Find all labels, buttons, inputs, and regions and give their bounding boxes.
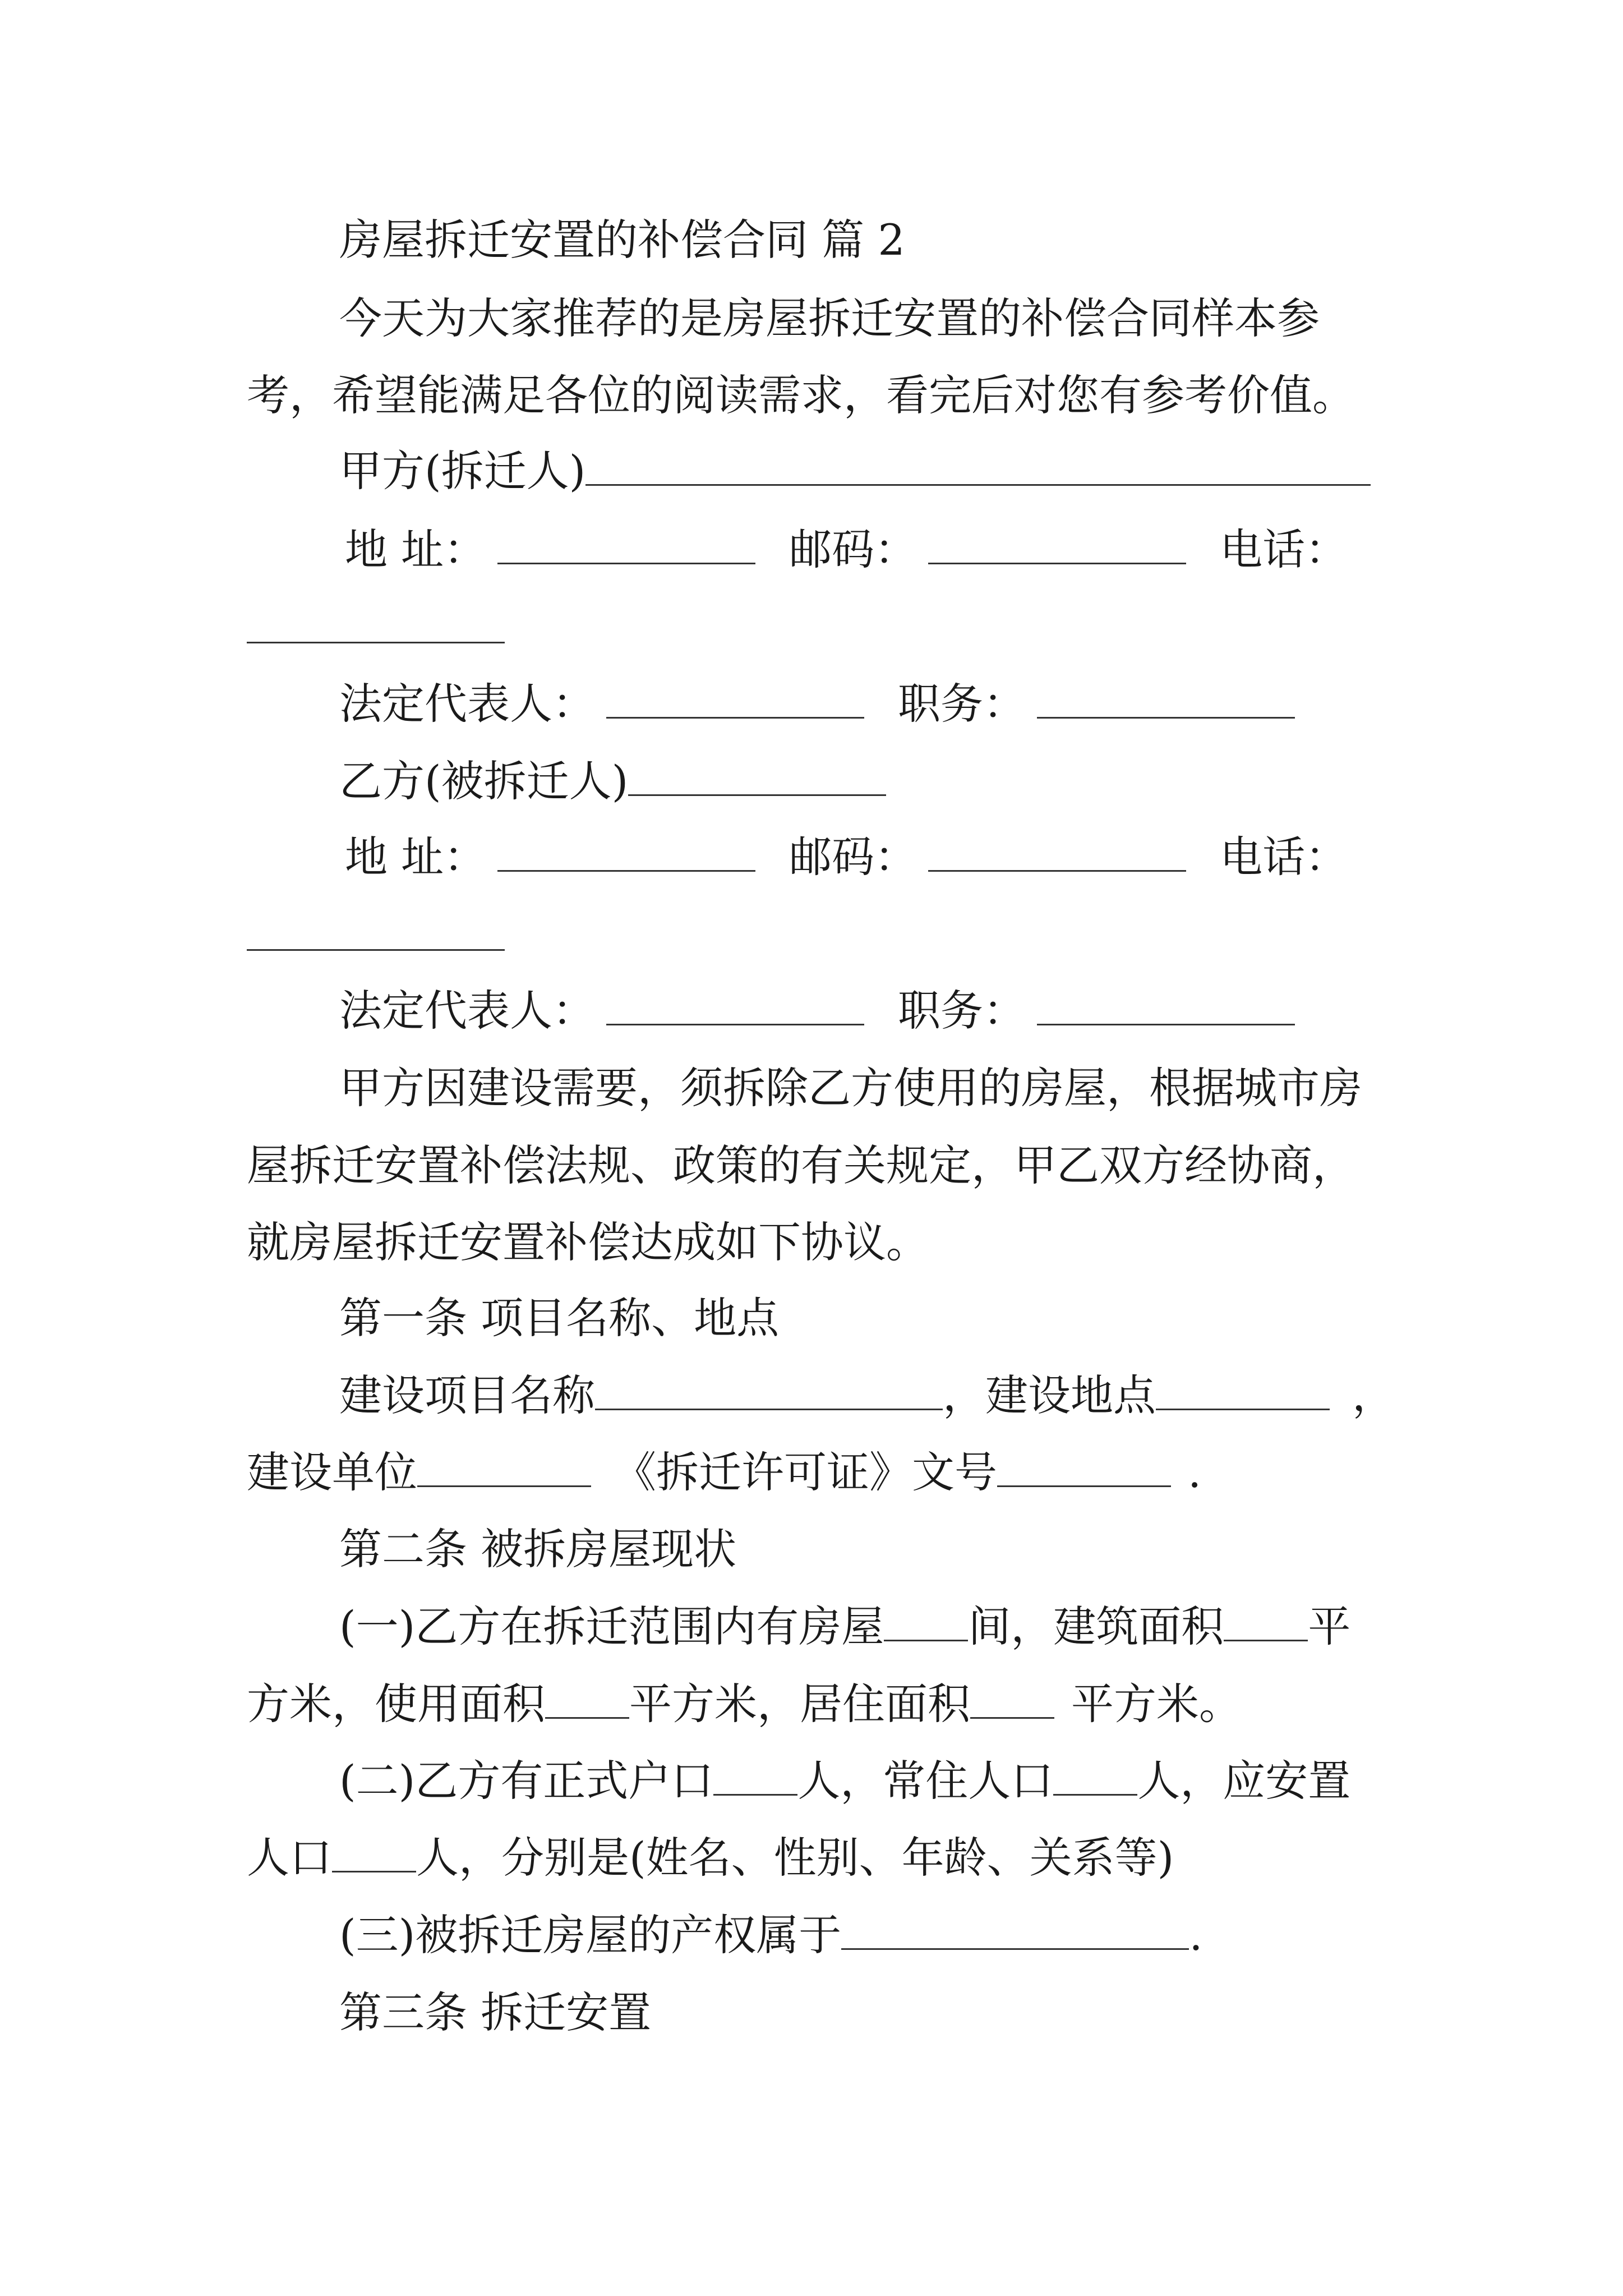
article-3-heading: 第三条 拆迁安置	[339, 1987, 652, 2037]
item-2-text: 人，应安置	[1137, 1756, 1351, 1806]
party-b-row	[339, 753, 886, 809]
rooms-blank[interactable]	[884, 1600, 968, 1641]
comma: ，	[1352, 1370, 1395, 1420]
builder-blank[interactable]	[417, 1446, 591, 1487]
party-b-legal-row	[339, 983, 1295, 1039]
phone-label: 电话：	[1220, 524, 1348, 574]
item-2-text: 人口	[247, 1833, 332, 1883]
intro-line-2: 考，希望能满足各位的阅读需求，看完后对您有参考价值。	[247, 370, 1355, 420]
period: .	[1189, 1910, 1203, 1960]
postcode-blank[interactable]	[928, 831, 1186, 872]
item-1-text: 平	[1308, 1602, 1351, 1651]
permit-blank[interactable]	[997, 1446, 1171, 1487]
address-label: 地 址：	[345, 832, 487, 882]
phone-label: 电话：	[1220, 832, 1348, 882]
preamble-line-2: 屋拆迁安置补偿法规、政策的有关规定，甲乙双方经协商，	[247, 1140, 1355, 1190]
site-label: ，建设地点	[943, 1370, 1156, 1420]
property-owner-blank[interactable]	[841, 1909, 1189, 1950]
legal-rep-blank[interactable]	[606, 678, 864, 719]
position-label: 职务：	[898, 986, 1026, 1036]
party-a-blank[interactable]	[585, 445, 1371, 486]
period: .	[1188, 1447, 1202, 1497]
postcode-blank[interactable]	[928, 523, 1186, 564]
legal-rep-blank[interactable]	[606, 984, 864, 1025]
item-3-line	[339, 1907, 1202, 1963]
address-blank[interactable]	[497, 523, 755, 564]
phone-blank[interactable]	[247, 642, 505, 643]
resettle-persons-blank[interactable]	[332, 1832, 416, 1872]
preamble-line-1: 甲方因建设需要，须拆除乙方使用的房屋，根据城市房	[339, 1063, 1362, 1113]
site-blank[interactable]	[1156, 1369, 1330, 1410]
usable-area-blank[interactable]	[545, 1678, 629, 1719]
party-b-contact-row	[345, 829, 1348, 885]
permit-label: 《拆迁许可证》文号	[614, 1447, 997, 1497]
item-2-line-2	[247, 1830, 1174, 1886]
postcode-label: 邮码：	[789, 832, 917, 882]
party-a-row	[339, 443, 1371, 499]
item-1-text: (一)乙方在拆迁范围内有房屋	[339, 1602, 884, 1651]
item-2-text: (二)乙方有正式户口	[339, 1756, 714, 1806]
party-a-contact-row	[345, 522, 1348, 578]
project-name-blank[interactable]	[595, 1369, 943, 1410]
article-1-heading: 第一条 项目名称、地点	[339, 1293, 780, 1343]
position-blank[interactable]	[1037, 984, 1295, 1025]
article-1-line-1	[339, 1368, 1395, 1424]
item-2-text: 人，常住人口	[797, 1756, 1054, 1806]
project-name-label: 建设项目名称	[339, 1370, 595, 1420]
living-area-blank[interactable]	[970, 1678, 1054, 1719]
phone-blank[interactable]	[247, 949, 505, 951]
item-1-text: 平方米，居住面积	[629, 1679, 970, 1729]
item-1-line-1	[339, 1599, 1350, 1655]
builder-label: 建设单位	[247, 1447, 417, 1497]
resident-persons-blank[interactable]	[1053, 1755, 1137, 1796]
article-1-line-2	[247, 1444, 1201, 1501]
preamble-line-3: 就房屋拆迁安置补偿达成如下协议。	[247, 1217, 929, 1267]
item-1-text: 平方米。	[1071, 1679, 1242, 1729]
party-a-legal-row	[339, 676, 1295, 732]
article-2-heading: 第二条 被拆房屋现状	[339, 1524, 737, 1574]
party-a-label: 甲方(拆迁人)	[339, 446, 586, 496]
item-2-text: 人，分别是(姓名、性别、年龄、关系等)	[416, 1833, 1174, 1883]
party-b-label: 乙方(被拆迁人)	[339, 756, 629, 806]
registered-persons-blank[interactable]	[713, 1755, 797, 1796]
document-title: 房屋拆迁安置的补偿合同 篇 2	[339, 215, 905, 265]
building-area-blank[interactable]	[1224, 1600, 1308, 1641]
address-blank[interactable]	[497, 831, 755, 872]
intro-line-1: 今天为大家推荐的是房屋拆迁安置的补偿合同样本参	[339, 293, 1320, 343]
item-1-text: 方米，使用面积	[247, 1679, 545, 1729]
legal-rep-label: 法定代表人：	[339, 679, 595, 729]
postcode-label: 邮码：	[789, 524, 917, 574]
address-label: 地 址：	[345, 524, 487, 574]
party-b-blank[interactable]	[628, 755, 886, 796]
position-blank[interactable]	[1037, 678, 1295, 719]
item-1-line-2	[247, 1676, 1242, 1732]
item-2-line-1	[339, 1753, 1350, 1809]
legal-rep-label: 法定代表人：	[339, 986, 595, 1036]
item-3-text: (三)被拆迁房屋的产权属于	[339, 1910, 842, 1960]
item-1-text: 间，建筑面积	[968, 1602, 1224, 1651]
position-label: 职务：	[898, 679, 1026, 729]
